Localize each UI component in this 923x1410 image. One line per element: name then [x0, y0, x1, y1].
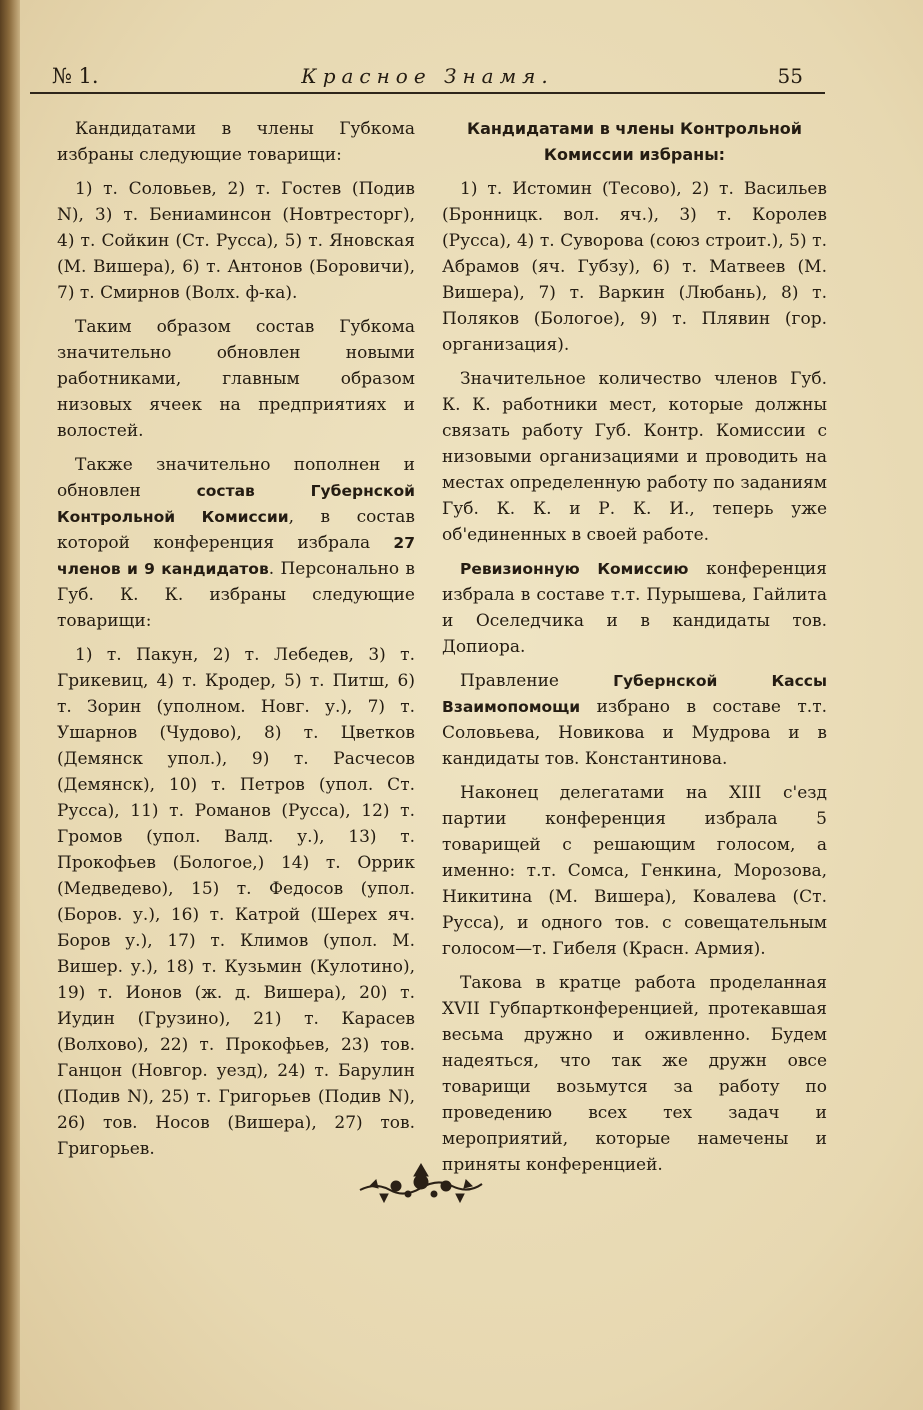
paragraph-gubkom-candidates-list: 1) т. Соловьев, 2) т. Гостев (Подив N), 3) т. Бениаминсон (Новтресторг), 4) т. Сойкин (Ст. Русса), 5) т. Яновская (М. Вишера), 6) т. Антонов (Боровичи), 7) т. Смирнов (Волх. ф-ка). [57, 179, 415, 303]
paragraph-control-commission-intro [57, 452, 415, 634]
page-number: 55 [777, 64, 803, 88]
bold-run: состав Губернской Контрольной Комиссии [57, 482, 415, 526]
paragraph-control-commission-role: Значительное количество членов Губ. К. К. работники мест, которые должны связать работу Губ. Контр. Комиссии с низовыми организациями и проводить на местах определенную работу по заданиям Губ. К. К. и Р. К. И., теперь уже об'единенных в своей работе. [442, 369, 827, 545]
paragraph-conclusion: Такова в кратце работа проделанная XVII Губпартконференцией, протекавшая весьма дружно и оживленно. Будем надеяться, что так же дружн овсе товарищи возьмутся за работу по проведению всех тех задач и мероприятий, которые намечены и приняты конференцией. [442, 973, 827, 1175]
book-spine-shadow [0, 0, 20, 1410]
text-run: . Персонально в Губ. К. К. избраны следующие товарищи: [57, 559, 415, 631]
text-run: , в состав которой конференция избрала [57, 507, 416, 553]
bold-run: Ревизионную Комиссию [460, 560, 689, 578]
right-column [442, 116, 827, 1186]
paragraph-control-candidates-list: 1) т. Истомин (Тесово), 2) т. Васильев (Бронницк. вол. яч.), 3) т. Королев (Русса), 4) т. Суворова (союз строит.), 5) т. Абрамов (яч. Губзу), 6) т. Матвеев (М. Вишера), 7) т. Варкин (Любань), 8) т. Поляков (Бологое), 9) т. Плявин (гор. организация). [442, 179, 827, 355]
paragraph-gubkom-renewal: Таким образом состав Губкома значительно обновлен новыми работниками, главным образом низовых ячеек на предприятиях и волостей. [57, 317, 415, 441]
paragraph-mutual-aid-fund [442, 668, 827, 772]
floral-divider-icon [356, 1160, 486, 1208]
issue-number: № 1. [52, 64, 99, 88]
left-column [57, 116, 415, 1170]
paragraph-congress-delegates: Наконец делегатами на XIII с'езд партии конференция избрала 5 товарищей с решающим голосом, а именно: т.т. Сомса, Генкина, Морозова, Никитина (М. Вишера), Ковалева (Ст. Русса), и одного тов. с совещательным голосом—т. Гибеля (Красн. Армия). [442, 783, 827, 959]
bold-run: Губернской Кассы Взаимопомощи [442, 672, 827, 716]
text-run: конференция избрала в составе т.т. Пурышева, Гайлита и Оселедчика и в кандидаты тов. Допиора. [442, 559, 827, 657]
bold-run: 27 членов и 9 кандидатов [57, 534, 415, 578]
section-heading-control-candidates: Кандидатами в члены Контрольной Комиссии избраны: [467, 119, 802, 164]
text-run: избрано в составе т.т. Соловьева, Новикова и Мудрова и в кандидаты тов. Константинова. [442, 697, 827, 769]
running-header [30, 64, 825, 94]
journal-title: Красное Знамя. [301, 64, 554, 88]
paragraph-control-commission-members: 1) т. Пакун, 2) т. Лебедев, 3) т. Грикевиц, 4) т. Кродер, 5) т. Питш, 6) т. Зорин (уполном. Новг. у.), 7) т. Ушарнов (Чудово), 8) т. Цветков (Демянск упол.), 9) т. Расчесов (Демянск), 10) т. Петров (упол. Ст. Русса), 11) т. Романов (Русса), 12) т. Громов (упол. Валд. у.), 13) т. Прокофьев (Бологое,) 14) т. Оррик (Медведево), 15) т. Федосов (упол. (Боров. у.), 16) т. Катрой (Шерех яч. Боров у.), 17) т. Климов (упол. М. Вишер. у.), 18) т. Кузьмин (Кулотино), 19) т. Ионов (ж. д. Вишера), 20) т. Иудин (Грузино), 21) т. Карасев (Волхово), 22) т. Прокофьев, 23) тов. Ганцон (Новгор. уезд), 24) т. Барулин (Подив N), 25) т. Григорьев (Подив N), 26) тов. Носов (Вишера), 27) тов. Григорьев. [57, 645, 415, 1159]
paragraph-audit-commission [442, 556, 827, 660]
paragraph-gubkom-candidates-intro: Кандидатами в члены Губкома избраны следующие товарищи: [57, 119, 415, 165]
text-run: Также значительно пополнен и обновлен [57, 455, 415, 501]
text-run: Правление [460, 671, 614, 691]
